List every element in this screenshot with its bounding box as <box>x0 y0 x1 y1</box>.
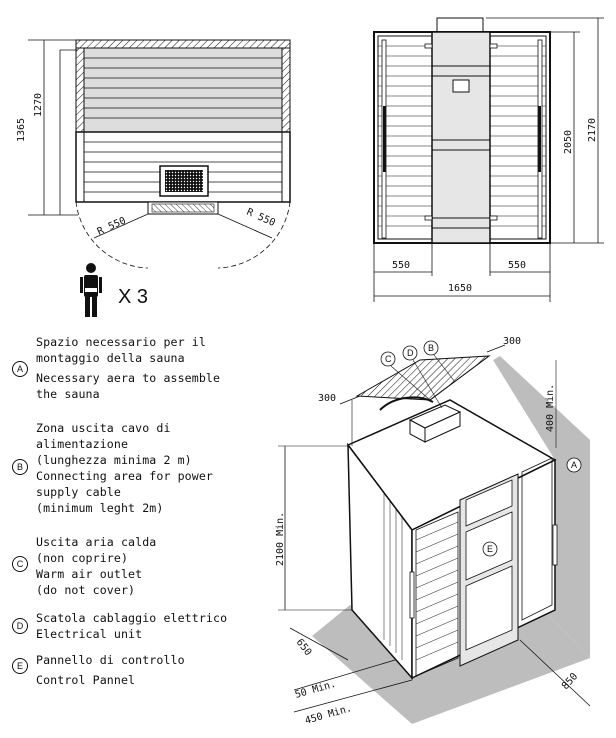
front-view <box>374 18 604 302</box>
legend-b-line-4: Connecting area for power <box>36 469 214 483</box>
iso-clearance-front-min: 50 Min. <box>293 678 338 701</box>
callout-c-label: C <box>385 354 392 364</box>
plan-view <box>16 40 290 268</box>
callout-a <box>567 458 581 472</box>
iso-clearance-front-depth: 450 Min. <box>303 703 354 727</box>
legend-item-a <box>10 334 280 408</box>
legend-b-line-1: Zona uscita cavo di <box>36 421 171 435</box>
legend-d-line-2: Electrical unit <box>36 627 143 641</box>
occupancy-label: X 3 <box>118 286 149 308</box>
legend-a-line-4: the sauna <box>36 387 100 401</box>
legend <box>10 334 280 692</box>
legend-a-line-3: Necessary aera to assemble <box>36 371 221 385</box>
callout-b-label: B <box>428 343 435 353</box>
front-width-right: 550 <box>508 260 527 271</box>
legend-item-b <box>10 420 280 520</box>
legend-badge-c: C <box>12 556 28 572</box>
front-height-outer: 2170 <box>587 117 598 142</box>
legend-item-d <box>10 610 280 644</box>
front-width-left: 550 <box>392 260 411 271</box>
front-width-total: 1650 <box>448 283 473 294</box>
legend-item-c <box>10 534 280 600</box>
plan-radius-right: R 550 <box>244 206 277 229</box>
iso-clearance-top-back: 300 <box>503 336 522 347</box>
front-height-inner: 2050 <box>563 129 574 154</box>
legend-badge-a: A <box>12 361 28 377</box>
plan-height-inner: 1270 <box>33 92 44 117</box>
legend-e-line-1: Pannello di controllo <box>36 653 185 667</box>
callout-e <box>483 542 497 556</box>
person-icon <box>80 263 102 317</box>
callout-d-label: D <box>407 348 414 358</box>
iso-min-height: 2100 Min. <box>275 511 286 566</box>
legend-b-line-5: supply cable <box>36 485 121 499</box>
legend-c-line-3: Warm air outlet <box>36 567 143 581</box>
legend-badge-b: B <box>12 459 28 475</box>
iso-clearance-top-height: 400 Min. <box>545 383 556 432</box>
legend-badge-e: E <box>12 658 28 674</box>
iso-clearance-top-left: 300 <box>318 393 337 404</box>
iso-view <box>275 336 590 727</box>
legend-a-line-2: montaggio della sauna <box>36 351 185 365</box>
legend-d-line-1: Scatola cablaggio elettrico <box>36 611 228 625</box>
legend-badge-d: D <box>12 618 28 634</box>
plan-radius-left: R 550 <box>95 215 128 238</box>
iso-clearance-left: 650 <box>293 637 314 659</box>
legend-e-line-2: Control Pannel <box>36 673 136 687</box>
plan-height-outer: 1365 <box>16 117 27 142</box>
legend-c-line-2: (non coprire) <box>36 551 129 565</box>
legend-b-line-2: alimentazione <box>36 437 129 451</box>
legend-item-e <box>10 652 280 692</box>
legend-a-line-1: Spazio necessario per il <box>36 335 206 349</box>
legend-b-line-3: (lunghezza minima 2 m) <box>36 453 192 467</box>
iso-depth-right: 850 <box>560 671 581 693</box>
legend-c-line-4: (do not cover) <box>36 583 136 597</box>
callout-e-label: E <box>487 544 494 554</box>
callout-a-label: A <box>571 460 578 470</box>
legend-c-line-1: Uscita aria calda <box>36 535 157 549</box>
legend-b-line-6: (minimum leght 2m) <box>36 501 164 515</box>
